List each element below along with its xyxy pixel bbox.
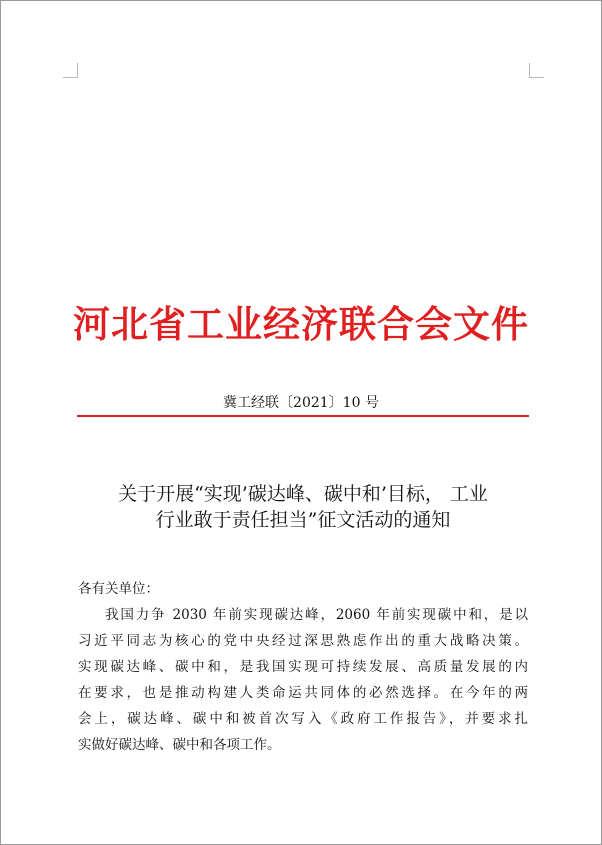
body-line: 实做好碳达峰、碳中和各项工作。 (78, 737, 281, 753)
title-line-2: 行业敢于责任担当”征文活动的通知 (155, 509, 451, 531)
body-line: 实现碳达峰、碳中和，是我国实现可持续发展、高质量发展的内 (78, 659, 528, 675)
red-divider (77, 415, 529, 417)
body-line: 会上，碳达峰、碳中和被首次写入《政府工作报告》，并要求扎 (78, 711, 528, 727)
issuer-header: 河北省工业经济联合会文件 (73, 303, 529, 346)
document-number: 冀工经联〔2021〕10 号 (223, 395, 379, 411)
salutation: 各有关单位： (78, 581, 159, 597)
body-line: 习近平同志为核心的党中央经过深思熟虑作出的重大战略决策。 (78, 633, 528, 649)
body-line: 在要求，也是推动构建人类命运共同体的必然选择。在今年的两 (78, 685, 528, 701)
crop-mark-top-left (63, 63, 78, 78)
crop-mark-top-right (529, 63, 544, 78)
title-line-1: 关于开展“实现’碳达峰、碳中和’目标， 工业 (118, 483, 488, 505)
body-line: 我国力争 2030 年前实现碳达峰，2060 年前实现碳中和，是以 (105, 607, 528, 623)
document-body (78, 576, 528, 758)
document-title (71, 481, 535, 533)
